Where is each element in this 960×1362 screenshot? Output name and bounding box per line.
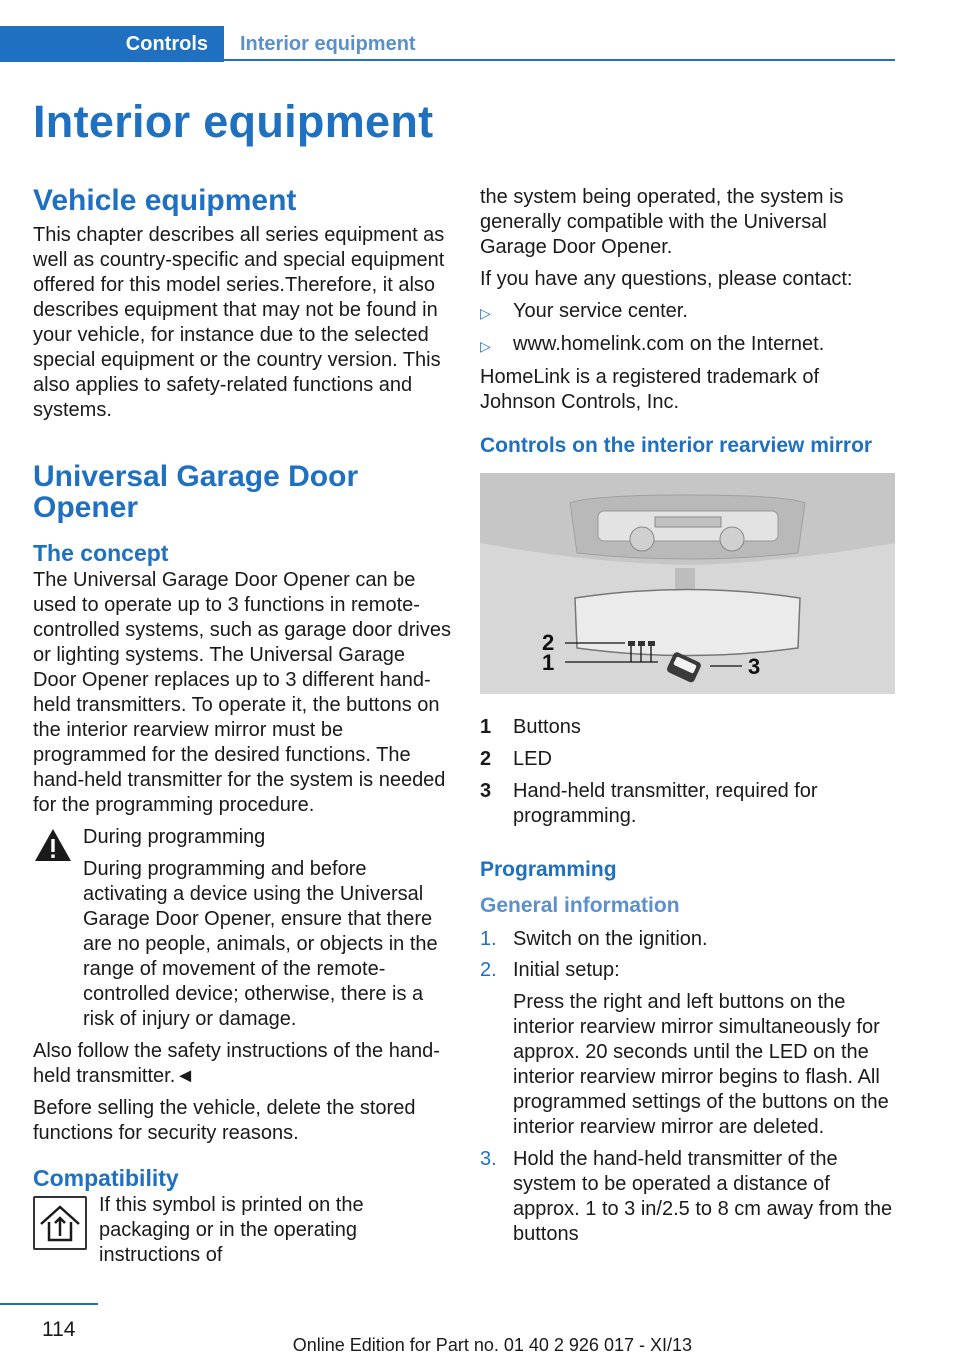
legend-text: Hand-held transmitter, required for programming. [513,780,818,827]
warning-icon [33,827,73,863]
figure-label-1: 1 [542,650,555,675]
concept-heading: The concept [33,540,169,566]
step-text: Switch on the ignition. [513,928,708,950]
step-number: 1. [480,928,497,950]
compatibility-heading: Compatibility [33,1165,179,1191]
right-column [480,185,898,1253]
legend-number: 2 [480,748,492,770]
bullet-triangle-icon: ▷ [480,338,491,354]
warning-title: During programming [83,826,266,848]
page-number: 114 [42,1318,76,1341]
list-item: ▷ Your service center. [480,299,898,324]
general-information-heading: General information [480,894,680,917]
legend-text: Buttons [513,716,581,738]
legend-number: 3 [480,780,492,802]
step-text: Hold the hand-held transmitter of the system to be operated a distance of approx. 1 to 3 in/2.5 to 8 cm away from the buttons [513,1148,893,1245]
page-header [0,26,895,62]
trademark-note: HomeLink is a registered trademark of Johnson Controls, Inc. [480,366,820,413]
warning-block [33,825,451,1089]
step-detail: Press the right and left buttons on the interior rearview mirror simultaneously for approx. 20 seconds until the LED on the interior rearview mirror begins to flash. All programmed settings of the buttons on the interior rearview mirror are deleted. [513,991,889,1138]
list-item [480,958,898,1140]
step-number: 2. [480,959,497,981]
selling-note: Before selling the vehicle, delete the stored functions for security reasons. [33,1097,416,1144]
header-rule [224,59,895,61]
programming-steps [480,927,898,1247]
mirror-illustration [480,473,895,694]
vehicle-equipment-body: This chapter describes all series equipment as well as country-specific and special equipment offered for this model series.Therefore, it also describes equipment that may not be found in your vehicle, for instance due to the selected special equipment or the country version. This also applies to safety-related functions and systems. [33,224,445,421]
figure-label-3: 3 [748,654,761,679]
section-tab[interactable]: Controls [0,26,224,62]
programming-heading: Programming [480,858,617,881]
step-text: Initial setup: [513,959,620,981]
compatibility-block [33,1193,451,1266]
figure-legend [480,715,898,829]
figure-label-2: 2 [542,630,555,655]
warning-extra: Also follow the safety instructions of the hand-held transmitter.◄ [33,1040,440,1087]
concept-body: The Universal Garage Door Opener can be used to operate up to 3 functions in remote-controlled systems, such as garage door drives or lighting systems. The Universal Garage Door Opener replaces up to 3 different hand-held transmitters. To operate it, the buttons on the interior rearview mirror must be programmed for the desired functions. The hand-held transmitter for the system is needed for the programming procedure. [33,569,451,816]
step-number: 3. [480,1148,497,1170]
contact-list [480,299,898,357]
edition-note: Online Edition for Part no. 01 40 2 926 017 - XI/13 [292,1335,692,1355]
ugdo-heading: Universal Garage Door Opener [33,460,359,524]
left-column [33,183,451,1266]
list-item [480,1147,898,1247]
warning-body: During programming and before activating a device using the Universal Garage Door Opener, ensure that there are no people, animals, or objects in the range of movement of the remote-controlled device; otherwise, there is a risk of injury or damage. [83,858,438,1030]
compatibility-body: If this symbol is printed on the packaging or in the operating instructions of [99,1194,364,1266]
homelink-house-icon [33,1196,87,1250]
vehicle-equipment-heading: Vehicle equipment [33,184,297,217]
bullet-triangle-icon: ▷ [480,305,491,321]
subsection-tab[interactable]: Interior equipment [240,33,416,55]
list-item: ▷ www.homelink.com on the Internet. [480,332,898,357]
footer-rule [0,1303,98,1305]
list-item [480,927,898,952]
legend-number: 1 [480,716,492,738]
page-title: Interior equipment [33,96,434,147]
controls-heading: Controls on the interior rearview mirror [480,434,873,457]
contact-intro: If you have any questions, please contact: [480,268,853,290]
compatibility-continued: the system being operated, the system is generally compatible with the Universal Garage Door Opener. [480,186,844,258]
legend-text: LED [513,748,552,770]
